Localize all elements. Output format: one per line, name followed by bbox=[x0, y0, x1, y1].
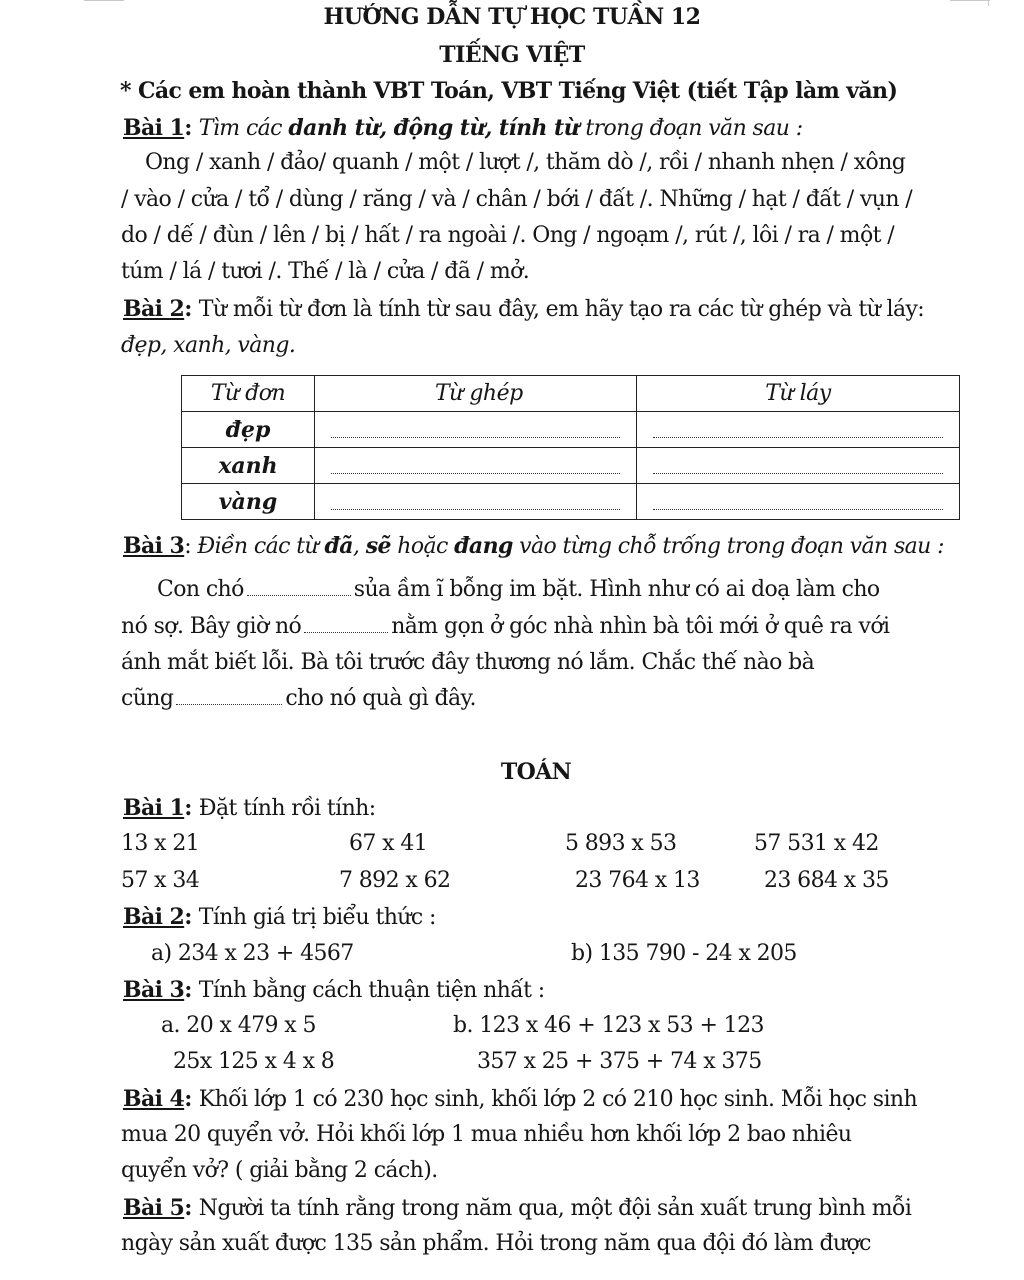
keyword: đã bbox=[324, 533, 353, 559]
math-exercise-4-heading: Bài 4: Khối lớp 1 có 230 học sinh, khối lớp 2 có 210 học sinh. Mỗi học sinh bbox=[123, 1086, 918, 1112]
expression-b: b) 135 790 - 24 x 205 bbox=[571, 941, 797, 966]
table-header-cell: Từ láy bbox=[637, 376, 960, 412]
page-edge-line-left bbox=[84, 0, 124, 1]
calc-item: 5 893 x 53 bbox=[565, 831, 677, 856]
vi-exercise-2-heading: Bài 2: Từ mỗi từ đơn là tính từ sau đây, em hãy tạo ra các từ ghép và từ láy: bbox=[123, 296, 925, 322]
calc-item: 67 x 41 bbox=[349, 831, 428, 856]
connector: hoặc bbox=[390, 534, 455, 559]
passage-text: Con chó bbox=[157, 577, 244, 602]
expression-b2: 357 x 25 + 375 + 74 x 375 bbox=[477, 1049, 762, 1074]
fill-blank[interactable] bbox=[176, 703, 282, 705]
vi-exercise-1-heading: Bài 1: Tìm các danh từ, động từ, tính từ trong đoạn văn sau : bbox=[123, 115, 803, 141]
exercise-label: Bài 2 bbox=[123, 904, 185, 930]
table-row bbox=[182, 412, 960, 448]
calc-item: 7 892 x 62 bbox=[339, 868, 451, 893]
passage-text: cũng bbox=[121, 686, 174, 711]
fill-line-1 bbox=[157, 577, 880, 602]
problem-text: Người ta tính rằng trong năm qua, một đội sản xuất trung bình mỗi bbox=[198, 1196, 912, 1221]
expression-b1: b. 123 x 46 + 123 x 53 + 123 bbox=[453, 1013, 764, 1038]
exercise-label: Bài 2 bbox=[123, 296, 185, 322]
fill-line-4 bbox=[121, 686, 476, 711]
problem-text: quyển vở? ( giải bằng 2 cách). bbox=[121, 1158, 438, 1183]
exercise-prompt-end: vào từng chỗ trống trong đoạn văn sau : bbox=[512, 534, 944, 559]
answer-blank[interactable] bbox=[315, 448, 637, 484]
keyword: đang bbox=[454, 533, 513, 559]
answer-blank[interactable] bbox=[637, 448, 960, 484]
expression-a1: a. 20 x 479 x 5 bbox=[161, 1013, 316, 1038]
passage-line: túm / lá / tươi /. Thế / là / cửa / đã / mở. bbox=[121, 259, 530, 284]
math-exercise-3-heading: Bài 3: Tính bằng cách thuận tiện nhất : bbox=[123, 977, 545, 1003]
expression-a2: 25x 125 x 4 x 8 bbox=[173, 1049, 335, 1074]
passage-text: nó sợ. Bây giờ nó bbox=[121, 614, 302, 639]
exercise-label: Bài 5 bbox=[123, 1195, 185, 1221]
passage-line: / vào / cửa / tổ / dùng / răng / và / chân / bới / đất /. Những / hạt / đất / vụn / bbox=[121, 187, 913, 212]
passage-line: Ong / xanh / đảo/ quanh / một / lượt /, thăm dò /, rồi / nhanh nhẹn / xông bbox=[145, 150, 906, 175]
expression-a: a) 234 x 23 + 4567 bbox=[151, 941, 354, 966]
page-edge-line-right bbox=[950, 0, 990, 1]
calc-item: 23 764 x 13 bbox=[575, 868, 700, 893]
fill-line-2 bbox=[121, 614, 889, 639]
problem-text: Khối lớp 1 có 230 học sinh, khối lớp 2 có 210 học sinh. Mỗi học sinh bbox=[198, 1087, 918, 1112]
table-header-cell: Từ ghép bbox=[315, 376, 637, 412]
exercise-prompt: Tính giá trị biểu thức : bbox=[198, 905, 436, 930]
calc-item: 57 x 34 bbox=[121, 868, 200, 893]
passage-line: do / dế / đùn / lên / bị / hất / ra ngoài /. Ong / ngoạm /, rút /, lôi / ra / một / bbox=[121, 223, 895, 248]
exercise-label: Bài 3 bbox=[123, 533, 185, 559]
table-word-cell: đẹp bbox=[182, 412, 315, 448]
answer-blank[interactable] bbox=[637, 484, 960, 520]
answer-blank[interactable] bbox=[315, 412, 637, 448]
instruction-note: * Các em hoàn thành VBT Toán, VBT Tiếng Việt (tiết Tập làm văn) bbox=[120, 78, 898, 104]
math-exercise-2-heading: Bài 2: Tính giá trị biểu thức : bbox=[123, 904, 436, 930]
problem-text: mua 20 quyển vở. Hỏi khối lớp 1 mua nhiều hơn khối lớp 2 bao nhiêu bbox=[121, 1122, 852, 1147]
problem-text: ngày sản xuất được 135 sản phẩm. Hỏi trong năm qua đội đó làm được bbox=[121, 1231, 871, 1256]
keyword: sẽ bbox=[365, 533, 391, 559]
word-list: đẹp, xanh, vàng. bbox=[121, 333, 296, 358]
answer-blank[interactable] bbox=[637, 412, 960, 448]
document-title: HƯỚNG DẪN TỰ HỌC TUẦN 12 bbox=[323, 4, 701, 30]
exercise-label: Bài 4 bbox=[123, 1086, 185, 1112]
exercise-prompt: Từ mỗi từ đơn là tính từ sau đây, em hãy tạo ra các từ ghép và từ láy: bbox=[198, 297, 925, 322]
calc-item: 57 531 x 42 bbox=[754, 831, 879, 856]
calc-item: 13 x 21 bbox=[121, 831, 200, 856]
table-word-cell: vàng bbox=[182, 484, 315, 520]
subject-title-math: TOÁN bbox=[500, 759, 572, 785]
exercise-prompt: Tìm các bbox=[198, 116, 289, 141]
answer-blank[interactable] bbox=[315, 484, 637, 520]
table-row bbox=[182, 484, 960, 520]
exercise-label: Bài 3 bbox=[123, 977, 185, 1003]
passage-text: nằm gọn ở góc nhà nhìn bà tôi mới ở quê ra với bbox=[391, 614, 890, 639]
vi-exercise-3-heading: Bài 3: Điền các từ đã, sẽ hoặc đang vào từng chỗ trống trong đoạn văn sau : bbox=[123, 533, 944, 559]
fill-blank[interactable] bbox=[304, 631, 388, 633]
separator: , bbox=[352, 534, 366, 559]
passage-text: cho nó quà gì đây. bbox=[285, 686, 476, 711]
math-exercise-5-heading: Bài 5: Người ta tính rằng trong năm qua, một đội sản xuất trung bình mỗi bbox=[123, 1195, 912, 1221]
table-row bbox=[182, 448, 960, 484]
exercise-prompt-end: trong đoạn văn sau : bbox=[578, 116, 803, 141]
fill-blank[interactable] bbox=[247, 594, 351, 596]
exercise-label: Bài 1 bbox=[123, 795, 185, 821]
exercise-prompt: Đặt tính rồi tính: bbox=[198, 796, 376, 821]
calc-item: 23 684 x 35 bbox=[764, 868, 889, 893]
exercise-prompt: Tính bằng cách thuận tiện nhất : bbox=[198, 978, 545, 1003]
subject-title-vietnamese: TIẾNG VIỆT bbox=[439, 42, 585, 68]
exercise-prompt-emphasis: danh từ, động từ, tính từ bbox=[288, 115, 579, 141]
table-header-cell: Từ đơn bbox=[182, 376, 315, 412]
fill-line-3: ánh mắt biết lỗi. Bà tôi trước đây thương nó lắm. Chắc thế nào bà bbox=[121, 650, 815, 675]
exercise-label: Bài 1 bbox=[123, 115, 185, 141]
table-word-cell: xanh bbox=[182, 448, 315, 484]
word-formation-table bbox=[181, 375, 960, 520]
math-exercise-1-heading: Bài 1: Đặt tính rồi tính: bbox=[123, 795, 376, 821]
passage-text: sủa ầm ĩ bỗng im bặt. Hình như có ai doạ làm cho bbox=[353, 577, 880, 602]
exercise-prompt: Điền các từ bbox=[197, 534, 325, 559]
